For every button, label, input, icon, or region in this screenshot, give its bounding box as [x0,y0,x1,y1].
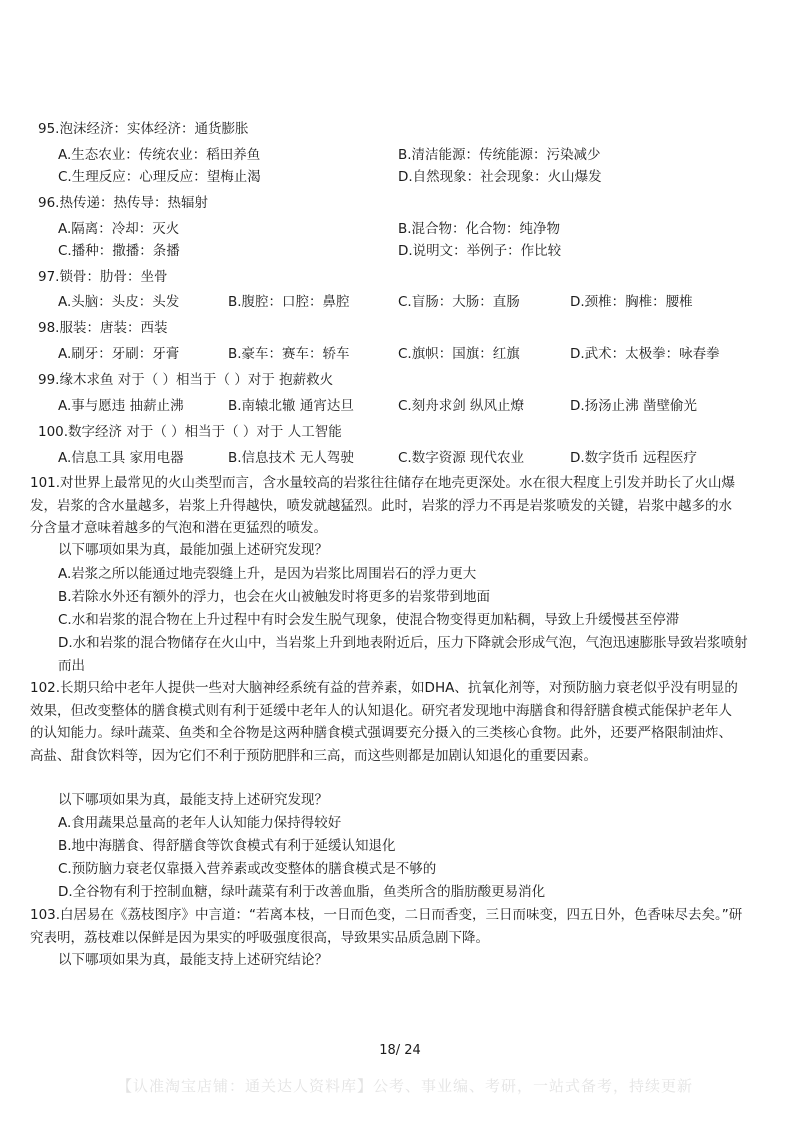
question-101-prompt: 以下哪项如果为真，最能加强上述研究发现？ [58,542,328,558]
question-95-option-d: D.自然现象：社会现象：火山爆发 [398,169,602,185]
question-101-stem: 101.对世界上最常见的火山类型而言，含水量较高的岩浆往往储存在地壳更深处。水在很大程度上引发并助长了火山爆发，岩浆的含水量越多，岩浆上升得越快，喷发就越猛烈。此时，岩浆的浮力不再是岩浆喷发的关键，岩浆中越多的水分含量才意味着越多的气泡和潜在更猛烈的喷发。 [30,475,736,536]
question-102-prompt: 以下哪项如果为真，最能支持上述研究发现？ [58,792,328,808]
question-101-option-c: C.水和岩浆的混合物在上升过程中有时会发生脱气现象，使混合物变得更加粘稠，导致上升缓慢甚至停滞 [58,612,680,628]
page-number: 18/ 24 [379,1043,421,1058]
question-98-stem: 98.服装：唐装：西装 [38,320,168,336]
question-102-option-d: D.全谷物有利于控制血糖，绿叶蔬菜有利于改善血脂，鱼类所含的脂肪酸更易消化 [58,884,546,900]
question-103-prompt: 以下哪项如果为真，最能支持上述研究结论？ [58,952,328,968]
question-100-option-b: B.信息技术 无人驾驶 [228,450,354,466]
question-100-option-a: A.信息工具 家用电器 [58,450,184,466]
question-96-stem: 96.热传递：热传导：热辐射 [38,195,208,211]
question-99-option-a: A.事与愿违 抽薪止沸 [58,398,184,414]
question-98-option-b: B.豪车：赛车：轿车 [228,346,350,362]
question-96-option-d: D.说明文：举例子：作比较 [398,243,562,259]
question-99-options [0,396,800,418]
question-96-option-c: C.播种：撒播：条播 [58,243,180,259]
question-95-option-a: A.生态农业：传统农业：稻田养鱼 [58,147,261,163]
question-99-option-d: D.扬汤止沸 凿壁偷光 [570,398,697,414]
watermark-footer: 【认准淘宝店铺：通关达人资料库】公考、事业编、考研，一站式备考，持续更新 [116,1077,693,1095]
question-103-stem: 103.白居易在《荔枝图序》中言道：“若离本枝，一日而色变，二日而香变，三日而味变，四五日外，色香味尽去矣。”研究表明，荔枝难以保鲜是因为果实的呼吸强度很高，导致果实品质急剧下降。 [30,907,743,946]
question-100-option-c: C.数字资源 现代农业 [398,450,525,466]
question-102-option-b: B.地中海膳食、得舒膳食等饮食模式有利于延缓认知退化 [58,838,396,854]
question-97-option-b: B.腹腔：口腔：鼻腔 [228,294,350,310]
question-100-options [0,448,800,470]
question-100-option-d: D.数字货币 远程医疗 [570,450,697,466]
question-99-stem: 99.缘木求鱼 对于（ ）相当于（ ）对于 抱薪救火 [38,372,334,388]
question-97-stem: 97.锁骨：肋骨：坐骨 [38,269,168,285]
question-98-option-a: A.刷牙：牙刷：牙膏 [58,346,180,362]
question-98-option-c: C.旗帜：国旗：红旗 [398,346,520,362]
question-102-stem: 102.长期只给中老年人提供一些对大脑神经系统有益的营养素，如DHA、抗氧化剂等，对预防脑力衰老似乎没有明显的效果，但改变整体的膳食模式则有利于延缓中老年人的认知退化。研究者发现地中海膳食和得舒膳食模式能保护老年人的认知能力。绿叶蔬菜、鱼类和全谷物是这两种膳食模式强调要充分摄入的三类核心食物。此外，还要严格限制油炸、高盐、甜食饮料等，因为它们不利于预防肥胖和三高，而这些则都是加剧认知退化的重要因素。 [30,680,738,764]
question-95-option-b: B.清洁能源：传统能源：污染减少 [398,147,601,163]
question-95-stem: 95.泡沫经济：实体经济：通货膨胀 [38,121,249,137]
question-101-option-d: D.水和岩浆的混合物储存在火山中，当岩浆上升到地表附近后，压力下降就会形成气泡，气泡迅速膨胀导致岩浆喷射而出 [58,635,748,674]
question-96-option-b: B.混合物：化合物：纯净物 [398,221,561,237]
question-98-option-d: D.武术：太极拳：咏春拳 [570,346,720,362]
question-99-option-b: B.南辕北辙 通宵达旦 [228,398,354,414]
question-97-option-a: A.头脑：头皮：头发 [58,294,180,310]
question-101-option-b: B.若除水外还有额外的浮力，也会在火山被触发时将更多的岩浆带到地面 [58,589,491,605]
question-100-stem: 100.数字经济 对于（ ）相当于（ ）对于 人工智能 [38,424,342,440]
question-97-option-c: C.盲肠：大肠：直肠 [398,294,520,310]
question-97-option-d: D.颈椎：胸椎：腰椎 [570,294,693,310]
question-97-options [0,292,800,314]
question-101-option-a: A.岩浆之所以能通过地壳裂缝上升，是因为岩浆比周围岩石的浮力更大 [58,566,477,582]
question-102-option-a: A.食用蔬果总量高的老年人认知能力保持得较好 [58,815,342,831]
question-102-option-c: C.预防脑力衰老仅靠摄入营养素或改变整体的膳食模式是不够的 [58,861,437,877]
question-99-option-c: C.刻舟求剑 纵风止燎 [398,398,525,414]
question-96-option-a: A.隔离：冷却：灭火 [58,221,180,237]
question-95-option-c: C.生理反应：心理反应：望梅止渴 [58,169,261,185]
question-98-options [0,344,800,366]
